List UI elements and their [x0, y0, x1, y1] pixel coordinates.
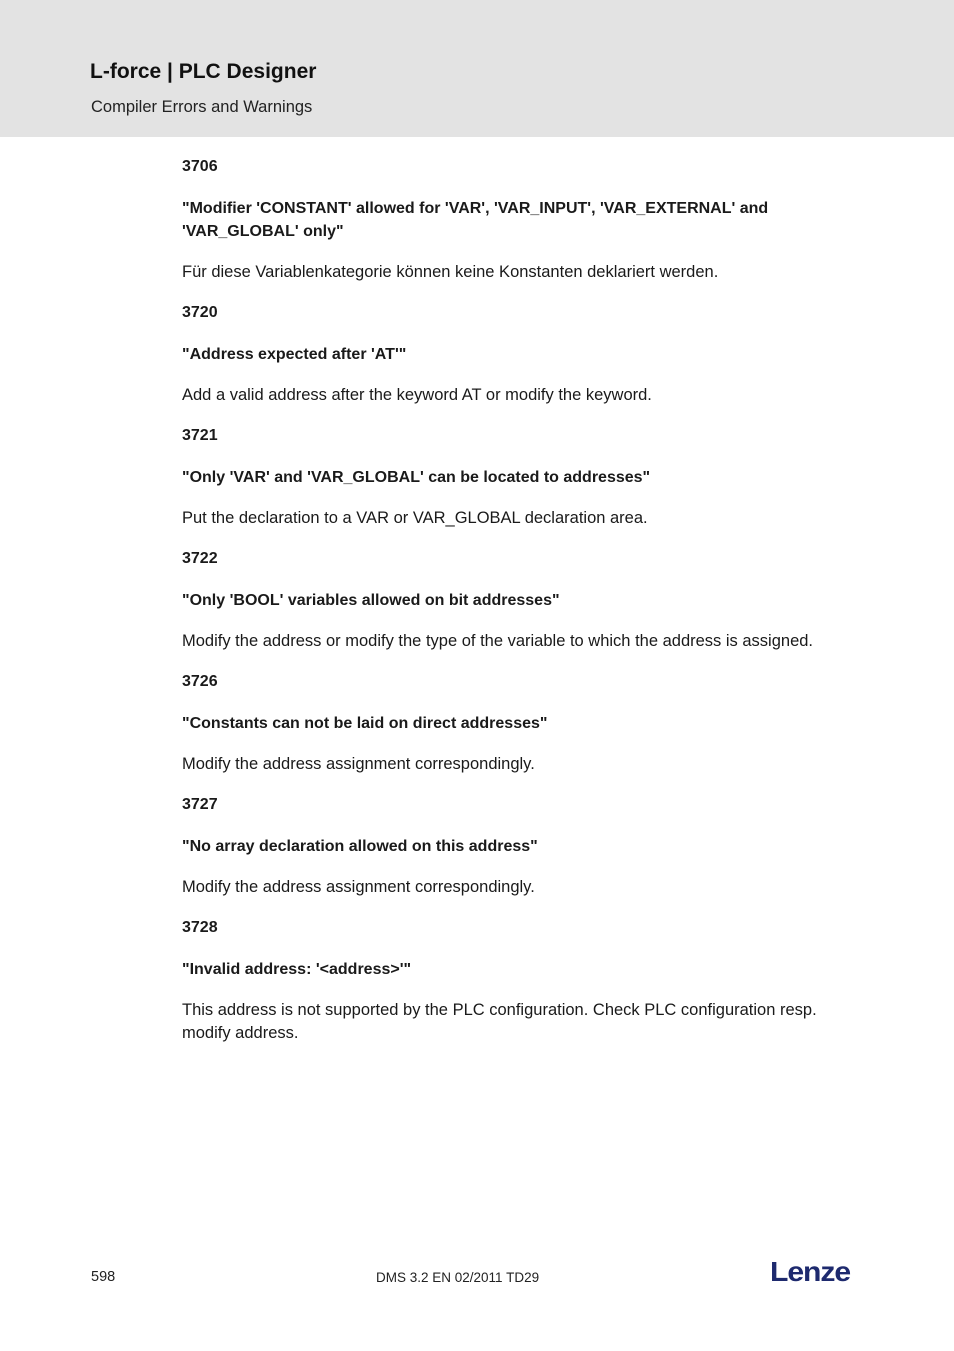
lenze-logo	[770, 1257, 852, 1287]
error-description: Modify the address assignment correspondingly.	[182, 755, 535, 773]
error-code: 3722	[182, 550, 218, 567]
error-description: Add a valid address after the keyword AT or modify the keyword.	[182, 386, 652, 404]
error-message: "Invalid address: '<address>'"	[182, 961, 412, 978]
error-message: "Constants can not be laid on direct addresses"	[182, 715, 548, 732]
error-description: Modify the address assignment correspondingly.	[182, 878, 535, 896]
error-message: "No array declaration allowed on this address"	[182, 838, 538, 855]
page-number: 598	[91, 1269, 116, 1285]
error-entry	[182, 794, 842, 899]
error-code: 3727	[182, 796, 218, 813]
document-reference: DMS 3.2 EN 02/2011 TD29	[376, 1270, 540, 1285]
error-code: 3706	[182, 158, 218, 175]
error-list	[182, 156, 842, 1063]
error-description: Für diese Variablenkategorie können keine Konstanten deklariert werden.	[182, 263, 719, 281]
lenze-logo-text: Lenze	[770, 1257, 851, 1287]
page-header	[0, 0, 954, 137]
document-title: L-force | PLC Designer	[90, 60, 317, 83]
error-message: "Only 'BOOL' variables allowed on bit addresses"	[182, 592, 560, 609]
error-code: 3728	[182, 919, 218, 936]
error-message: "Modifier 'CONSTANT' allowed for 'VAR', 'VAR_INPUT', 'VAR_EXTERNAL' and 'VAR_GLOBAL' only"	[182, 200, 769, 240]
error-entry	[182, 671, 842, 776]
error-entry	[182, 917, 842, 1045]
error-entry	[182, 302, 842, 407]
error-code: 3726	[182, 673, 218, 690]
section-subtitle: Compiler Errors and Warnings	[91, 98, 313, 116]
error-entry	[182, 548, 842, 653]
error-message: "Address expected after 'AT'"	[182, 346, 407, 363]
error-description: Modify the address or modify the type of the variable to which the address is assigned.	[182, 632, 814, 650]
error-message: "Only 'VAR' and 'VAR_GLOBAL' can be located to addresses"	[182, 469, 651, 486]
error-code: 3720	[182, 304, 218, 321]
error-description: Put the declaration to a VAR or VAR_GLOBAL declaration area.	[182, 509, 648, 527]
error-entry	[182, 156, 842, 284]
error-code: 3721	[182, 427, 218, 444]
error-description: This address is not supported by the PLC configuration. Check PLC configuration resp. modify address.	[182, 1001, 817, 1042]
error-entry	[182, 425, 842, 530]
